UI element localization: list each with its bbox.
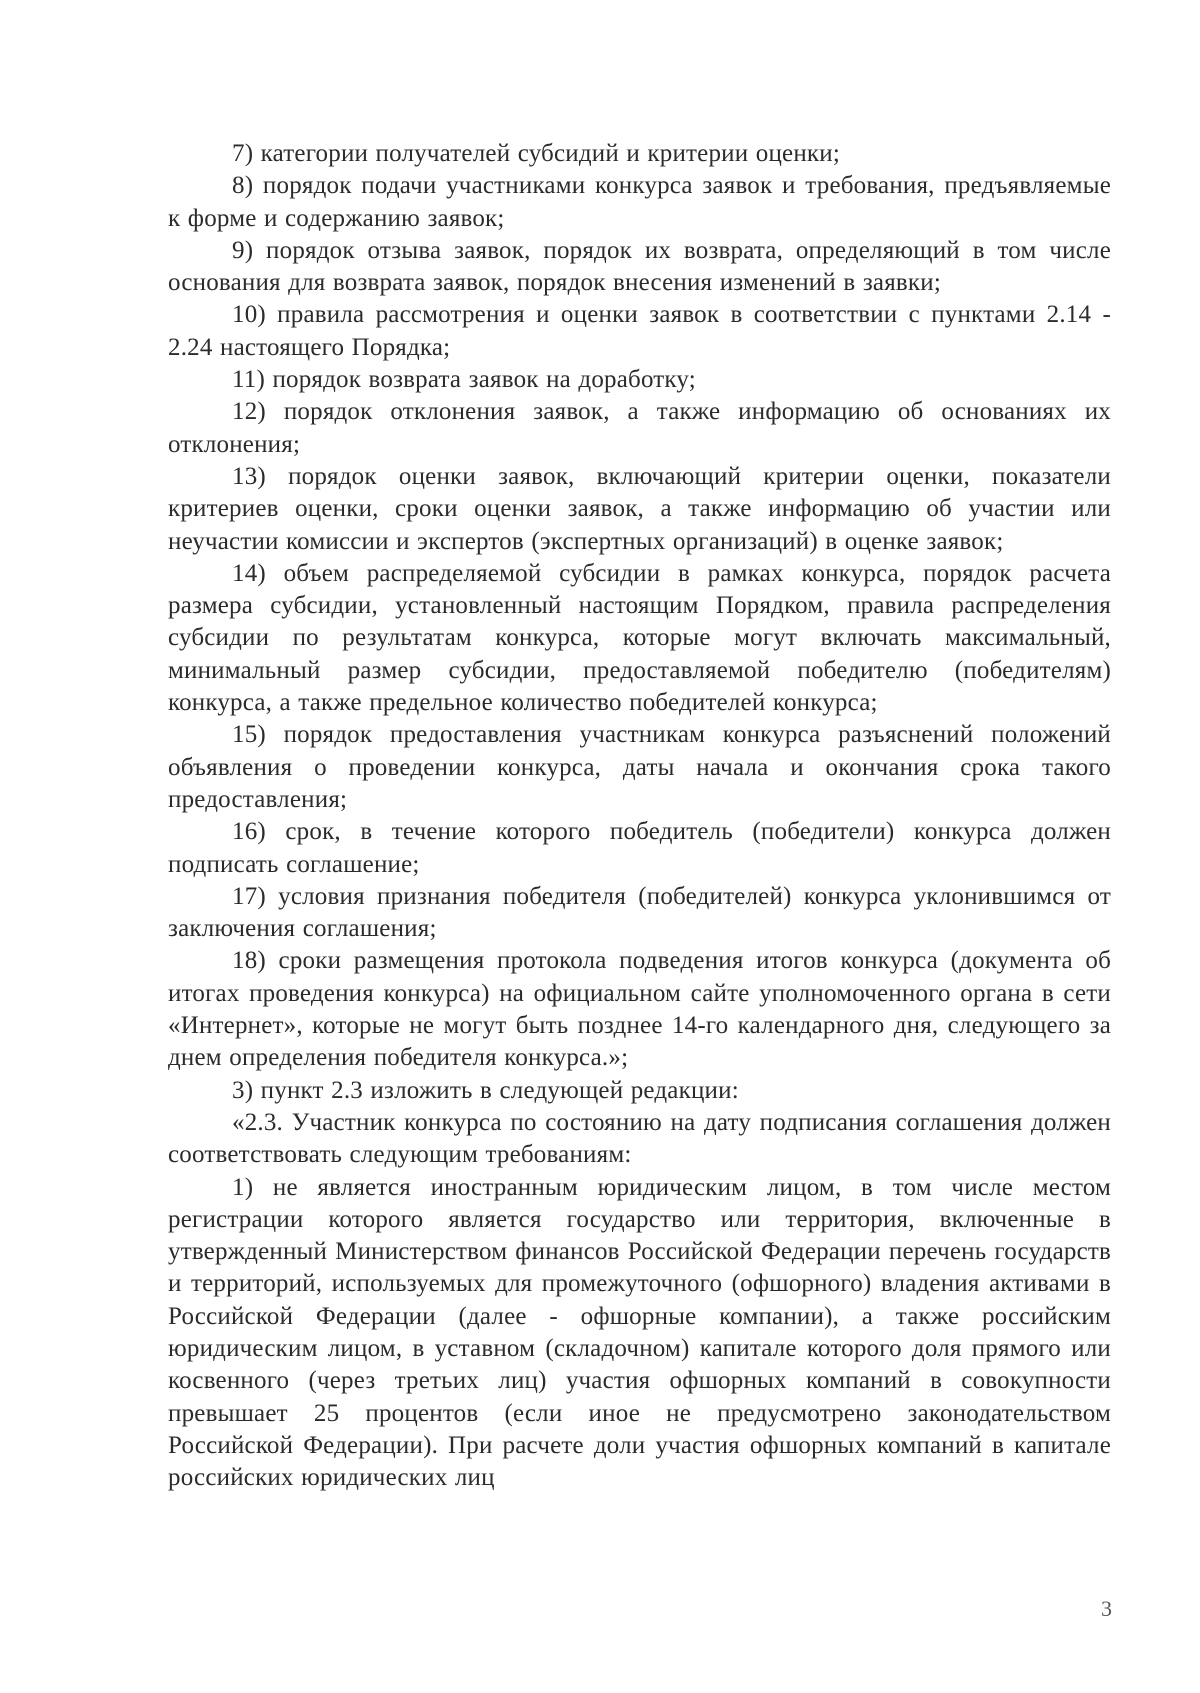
paragraph-item-13: 13) порядок оценки заявок, включающий критерии оценки, показатели критериев оценки, сроки оценки заявок, а также информацию об участии или неучастии комиссии и экспертов (экспертных организаций) в оценке заявок; xyxy=(168,462,1111,555)
paragraph-item-8: 8) порядок подачи участниками конкурса заявок и требования, предъявляемые к форме и содержанию заявок; xyxy=(168,172,1111,232)
amendment-item-3: 3) пункт 2.3 изложить в следующей редакции: xyxy=(232,1076,739,1104)
document-body xyxy=(168,138,1111,1494)
paragraph-item-15: 15) порядок предоставления участникам конкурса разъяснений положений объявления о проведении конкурса, даты начала и окончания срока такого предоставления; xyxy=(168,721,1111,813)
paragraph-item-18: 18) сроки размещения протокола подведения итогов конкурса (документа об итогах проведения конкурса) на официальном сайте уполномоченного органа в сети «Интернет», которые не могут быть позднее 14-го календарного дня, следующего за днем определения победителя конкурса.»; xyxy=(168,947,1111,1072)
paragraph-item-7: 7) категории получателей субсидий и критерии оценки; xyxy=(232,140,840,167)
clause-2-3-intro: «2.3. Участник конкурса по состоянию на дату подписания соглашения должен соответствовать следующим требованиям: xyxy=(168,1108,1111,1169)
page-number: 3 xyxy=(1101,1596,1112,1621)
paragraph-item-14: 14) объем распределяемой субсидии в рамках конкурса, порядок расчета размера субсидии, установленный настоящим Порядком, правила распределения субсидии по результатам конкурса, которые могут включать максимальный, минимальный размер субсидии, предоставляемой победителю (победителям) конкурса, а также предельное количество победителей конкурса; xyxy=(168,559,1111,717)
paragraph-item-17: 17) условия признания победителя (победителей) конкурса уклонившимся от заключения соглашения; xyxy=(168,882,1111,943)
paragraph-item-16: 16) срок, в течение которого победитель (победители) конкурса должен подписать соглашение; xyxy=(168,818,1111,878)
paragraph-item-12: 12) порядок отклонения заявок, а также информацию об основаниях их отклонения; xyxy=(168,398,1111,458)
paragraph-item-11: 11) порядок возврата заявок на доработку; xyxy=(232,366,696,394)
requirement-item-1: 1) не является иностранным юридическим лицом, в том числе местом регистрации которого является государство или территория, включенные в утвержденный Министерством финансов Российской Федерации перечень государств и территорий, используемых для промежуточного (офшорного) владения активами в Российской Федерации (далее - офшорные компании), а также российским юридическим лицом, в уставном (складочном) капитале которого доля прямого или косвенного (через третьих лиц) участия офшорных компаний в совокупности превышает 25 процентов (если иное не предусмотрено законодательством Российской Федерации). При расчете доли участия офшорных компаний в капитале российских юридических лиц xyxy=(168,1173,1111,1492)
paragraph-item-10: 10) правила рассмотрения и оценки заявок в соответствии с пунктами 2.14 - 2.24 настоящего Порядка; xyxy=(168,301,1111,361)
paragraph-item-9: 9) порядок отзыва заявок, порядок их возврата, определяющий в том числе основания для возврата заявок, порядок внесения изменений в заявки; xyxy=(168,236,1111,297)
